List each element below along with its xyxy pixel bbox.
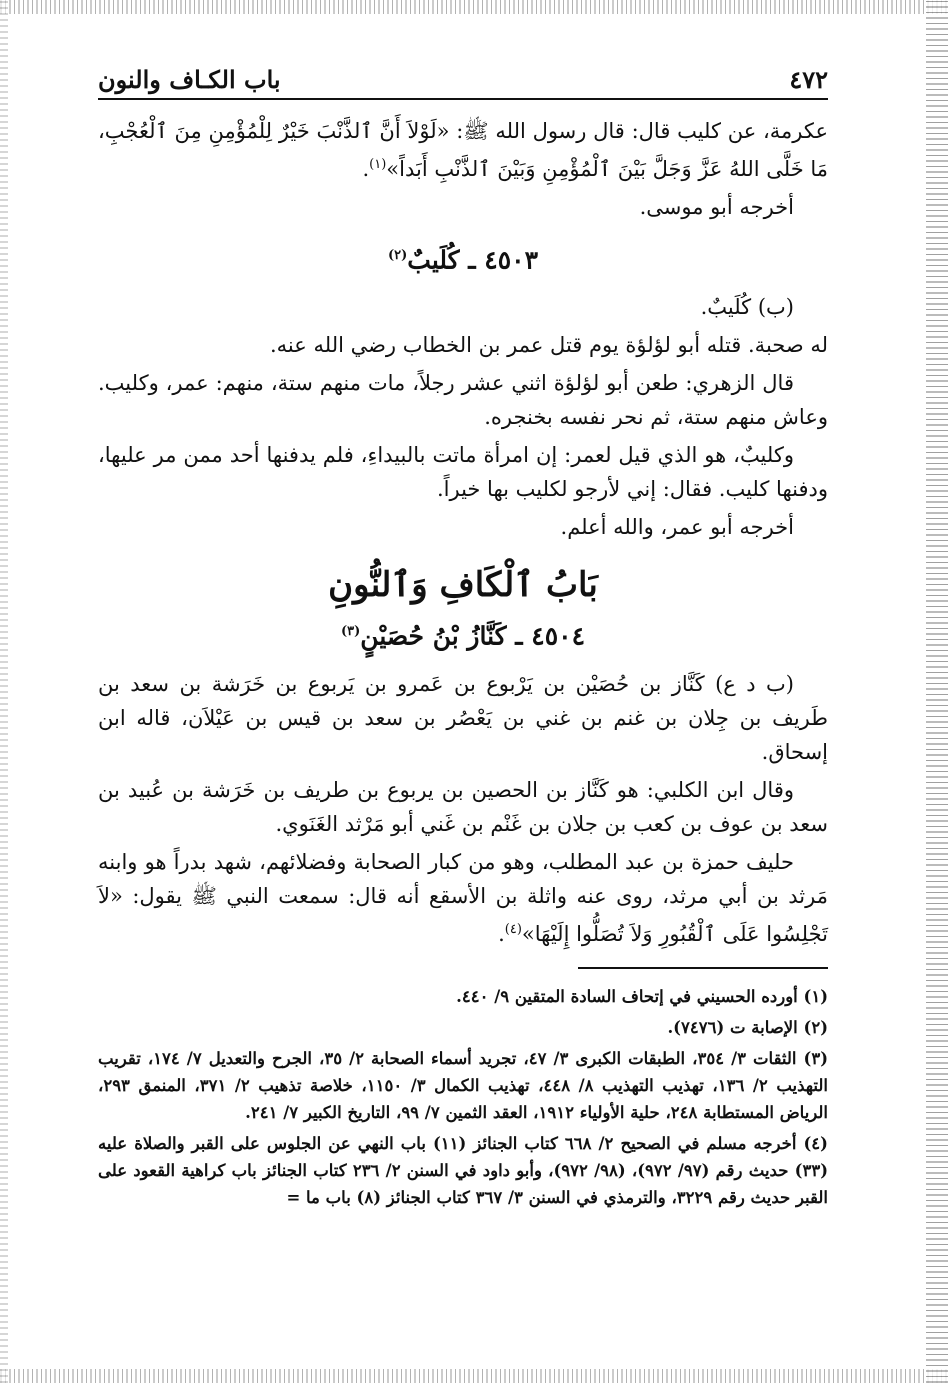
paragraph: أخرجه أبو موسى. [639,195,794,219]
entry-title-4503: ٤٥٠٣ ـ كُلَيبٌ$^{(٢)}$ [387,245,539,275]
chapter-title: بَابُ ٱلْكَافِ وَٱلنُّونِ [328,565,598,606]
paragraph: وقال ابن الكلبي: هو كَنَّاز بن الحصين بن يربوع بن طريف بن خَرَشة بن عُبيد بن سعد بن عوف بن كعب بن جلان بن غَنْم بن غَني أبو مَرْثد الغَنَوي. [98,777,828,836]
paragraph: (ب د ع) كَنَّاز بن حُصَيْن بن يَرْبوع بن عَمرو بن يَربوع بن خَرَشة بن سعد بن طَريف بن جِلان بن غنم بن غني بن يَعْصُر بن سعد بن قيس بن عَيْلاَن، قاله ابن إسحاق. [98,671,828,764]
paragraph: حليف حمزة بن عبد المطلب، وهو من كبار الصحابة وفضلائهم، شهد بدراً هو وابنه مَرثد بن أبي مرثد، روى عنه واثلة بن الأسقع أنه قال: سمعت النبي ﷺ يقول: «لاَ تَجْلِسُوا عَلَى ٱلْقُبُورِ وَلاَ تُصَلُّوا إِلَيْهَا»$^{(٤)}$. [98,849,828,946]
entry-title-4504: ٤٥٠٤ ـ كَنَّازُ بْنُ حُصَيْنٍ$^{(٣)}$ [341,621,585,651]
footnote: (٤) أخرجه مسلم في الصحيح ٢/ ٦٦٨ كتاب الجنائز (١١) باب النهي عن الجلوس على القبر والصلاة عليه (٣٣) حديث رقم (٩٧/ ٩٧٢)، (٩٨/ ٩٧٢)، وأبو داود في السنن ٢/ ٢٣٦ كتاب الجنائز باب كراهية القعود على القبر حديث رقم ٣٢٢٩، والترمذي في السنن ٣/ ٣٦٧ كتاب الجنائز (٨) باب ما = [98,1133,828,1207]
page-number: ٤٧٢ [789,65,828,94]
footnote-ref: (٤) [504,921,522,937]
footnote-divider [578,967,828,969]
paragraph: وكليبٌ، هو الذي قيل لعمر: إن امرأة ماتت بالبيداءِ، فلم يدفنها أحد ممن مر عليها، ودفنها كليب. فقال: إني لأرجو لكليب بها خيراً. [98,443,828,502]
page-content [98,60,828,1215]
footnote-ref: (٣) [341,624,361,640]
footnote: (٣) الثقات ٣/ ٣٥٤، الطبقات الكبرى ٣/ ٤٧، تجريد أسماء الصحابة ٢/ ٣٥، الجرح والتعديل ٧/ ١٧٤، تقريب التهذيب ٢/ ١٣٦، تهذيب التهذيب ٨/ ٤٤٨، تهذيب الكمال ٣/ ١١٥٠، خلاصة تذهيب ٢/ ٣٧١، المنمق ٢٩٣، الرياض المستطابة ٢٤٨، حلية الأولياء ١٩١٢، العقد الثمين ٧/ ٩٩، التاريخ الكبير ٧/ ٢٤١. [98,1048,829,1122]
footnote-ref: (١) [369,157,387,172]
footnote: (٢) الإصابة ت (٧٤٧٦). [667,1017,828,1037]
running-header [98,60,828,100]
border-left [0,0,8,1383]
footnotes [98,983,828,1211]
border-top [0,0,948,14]
paragraph: قال الزهري: طعن أبو لؤلؤة اثني عشر رجلاً، مات منهم ستة، منهم: عمر، وكليب. وعاش منهم ستة، ثم نحر نفسه بخنجره. [98,371,828,430]
footnote: (١) أورده الحسيني في إتحاف السادة المتقين ٩/ ٤٤٠. [456,986,828,1006]
paragraph: أخرجه أبو عمر، والله أعلم. [560,515,794,540]
paragraph: (ب) كُلَيبٌ. [700,295,794,320]
border-bottom [0,1369,948,1383]
paragraph: عكرمة، عن كليب قال: قال رسول الله ﷺ: «لَوْلاَ أَنَّ ٱلذَّنْبَ خَيْرٌ لِلْمُؤْمِنِ مِنَ ٱلْعُجْبِ، مَا خَلَّى اللهُ عَزَّ وَجَلَّ بَيْنَ ٱلْمُؤْمِنِ وَبَيْنَ ٱلذَّنْبِ أَبَداً»$^{(١)}$. [98,119,828,181]
footnote-ref: (٢) [387,248,408,263]
border-right [926,0,948,1383]
header-title: باب الكـاف والنون [98,65,281,94]
paragraph: له صحبة. قتله أبو لؤلؤة يوم قتل عمر بن الخطاب رضي الله عنه. [270,333,828,358]
main-text [98,114,828,951]
